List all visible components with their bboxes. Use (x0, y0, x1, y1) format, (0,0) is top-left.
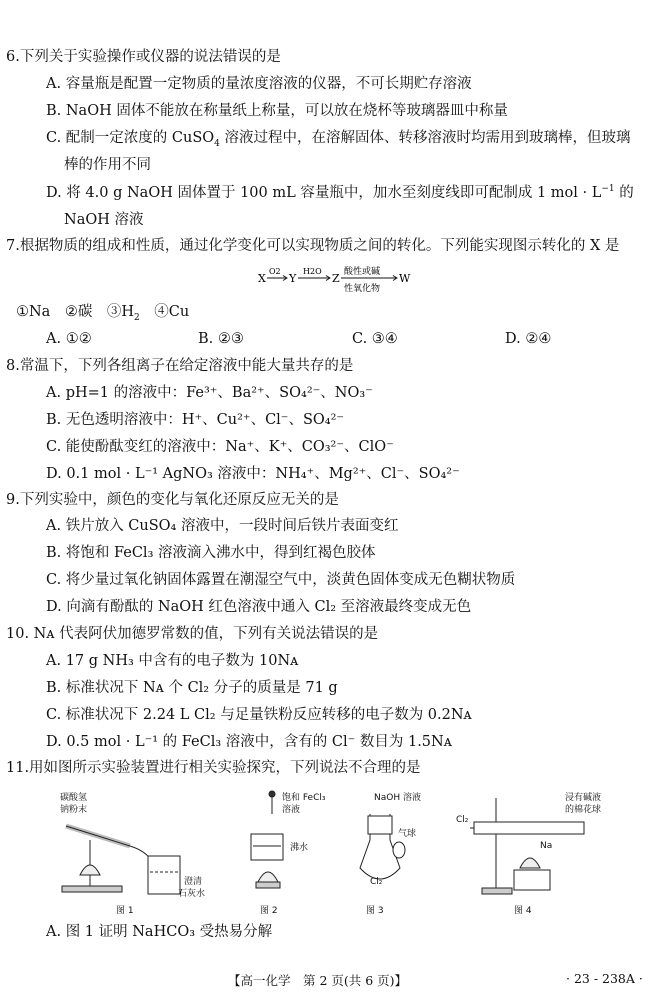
exam-code: · 23 - 238A · (566, 971, 643, 986)
q11-stem: 11.用如图所示实验装置进行相关实验探究，下列说法不合理的是 (6, 760, 421, 776)
fig1-label-1: 碳酸氢 (60, 793, 88, 803)
q6-stem: 6.下列关于实验操作或仪器的说法错误的是 (6, 49, 281, 65)
fig3-label-3: Cl₂ (370, 877, 383, 887)
fig3-label-1: NaOH 溶液 (374, 793, 421, 803)
q7-option-b: B. ②③ (198, 331, 244, 347)
fig2-label-2: 溶液 (282, 805, 301, 815)
chain-x: X (258, 272, 266, 285)
q7-items: ①Na ②碳 $③H_2$ ④Cu (16, 304, 190, 323)
chain-w: W (399, 272, 411, 285)
figure-3 (360, 814, 405, 879)
q6-option-b: B. NaOH 固体不能放在称量纸上称量，可以放在烧杯等玻璃器皿中称量 (46, 103, 508, 119)
q8-option-d: D. 0.1 mol · L⁻¹ AgNO₃ 溶液中：NH₄⁺、Mg²⁺、Cl⁻、SO₄²⁻ (46, 466, 460, 482)
page-footer: 【高一化学 第 2 页(共 6 页)】 (228, 973, 408, 988)
q9-option-d: D. 向滴有酚酞的 NaOH 红色溶液中通入 Cl₂ 至溶液最终变成无色 (46, 599, 472, 615)
q6-option-d: D. 将 4.0 g NaOH 固体置于 100 mL 容量瓶中，加水至刻度线即可配制成 1 mol · $L^{-1}$ 的 (46, 184, 634, 201)
q7-stem: 7.根据物质的组成和性质，通过化学变化可以实现物质之间的转化。下列能实现图示转化的 X 是 (6, 238, 620, 254)
chain-z: Z (332, 272, 340, 285)
q6-option-c-cont: 棒的作用不同 (64, 157, 151, 173)
figure-1 (62, 826, 180, 894)
chain-r3b: 性氧化物 (344, 284, 381, 294)
fig1-label-4: 石灰水 (178, 889, 206, 899)
chain-r3a: 酸性或碱 (344, 267, 381, 277)
fig3-label-2: 气球 (398, 829, 417, 839)
fig2-label-3: 沸水 (290, 843, 309, 853)
q10-option-d: D. 0.5 mol · L⁻¹ 的 FeCl₃ 溶液中，含有的 Cl⁻ 数目为 1.5Nᴀ (46, 734, 452, 750)
q10-option-b: B. 标准状况下 Nᴀ 个 Cl₂ 分子的质量是 71 g (46, 680, 338, 696)
q8-option-a: A. pH=1 的溶液中：Fe³⁺、Ba²⁺、SO₄²⁻、NO₃⁻ (46, 385, 373, 401)
q10-option-c: C. 标准状况下 2.24 L Cl₂ 与足量铁粉反应转移的电子数为 0.2Nᴀ (46, 707, 472, 723)
q9-stem: 9.下列实验中，颜色的变化与氧化还原反应无关的是 (6, 492, 339, 508)
figure-2 (251, 791, 283, 888)
fig4-label-1: 浸有碱液 (565, 793, 602, 803)
fig4-label-4: Na (540, 841, 553, 851)
q9-option-c: C. 将少量过氧化钠固体露置在潮湿空气中，淡黄色固体变成无色糊状物质 (46, 572, 516, 588)
fig2-caption: 图 2 (260, 906, 278, 916)
q6-option-d-cont: NaOH 溶液 (64, 212, 144, 228)
q7-option-d: D. ②④ (505, 331, 552, 347)
fig1-label-2: 钠粉末 (60, 805, 88, 815)
q7-option-c: C. ③④ (352, 331, 398, 347)
q7-option-a: A. ①② (46, 331, 92, 347)
fig4-label-2: 的棉花球 (565, 805, 602, 815)
q10-stem: 10. Nᴀ 代表阿伏加德罗常数的值，下列有关说法错误的是 (6, 626, 379, 642)
q10-option-a: A. 17 g NH₃ 中含有的电子数为 10Nᴀ (46, 653, 299, 669)
chain-y: Y (289, 272, 297, 285)
fig1-caption: 图 1 (116, 906, 134, 916)
q8-option-c: C. 能使酚酞变红的溶液中：Na⁺、K⁺、CO₃²⁻、ClO⁻ (46, 439, 394, 455)
fig4-caption: 图 4 (514, 906, 532, 916)
q11-option-a: A. 图 1 证明 NaHCO₃ 受热易分解 (46, 924, 273, 940)
q8-stem: 8.常温下，下列各组离子在给定溶液中能大量共存的是 (6, 358, 354, 374)
chain-r2: H2O (303, 267, 322, 276)
q6-option-a: A. 容量瓶是配置一定物质的量浓度溶液的仪器，不可长期贮存溶液 (46, 76, 472, 92)
fig1-label-3: 澄清 (184, 877, 203, 887)
fig3-caption: 图 3 (366, 906, 384, 916)
q9-option-a: A. 铁片放入 CuSO₄ 溶液中，一段时间后铁片表面变红 (46, 518, 399, 534)
chain-r1: O2 (269, 267, 281, 276)
q6-option-c: C. 配制一定浓度的 CuSO$_4$ 溶液过程中，在溶解固体、转移溶液时均需用到玻璃棒，但玻璃 (46, 130, 631, 149)
q9-option-b: B. 将饱和 FeCl₃ 溶液滴入沸水中，得到红褐色胶体 (46, 545, 376, 561)
fig2-label-1: 饱和 FeCl₃ (282, 793, 326, 803)
conversion-chain-diagram (258, 261, 428, 295)
experiment-figures (0, 790, 651, 920)
q8-option-b: B. 无色透明溶液中：H⁺、Cu²⁺、Cl⁻、SO₄²⁻ (46, 412, 345, 428)
fig4-label-3: Cl₂ (456, 815, 469, 825)
